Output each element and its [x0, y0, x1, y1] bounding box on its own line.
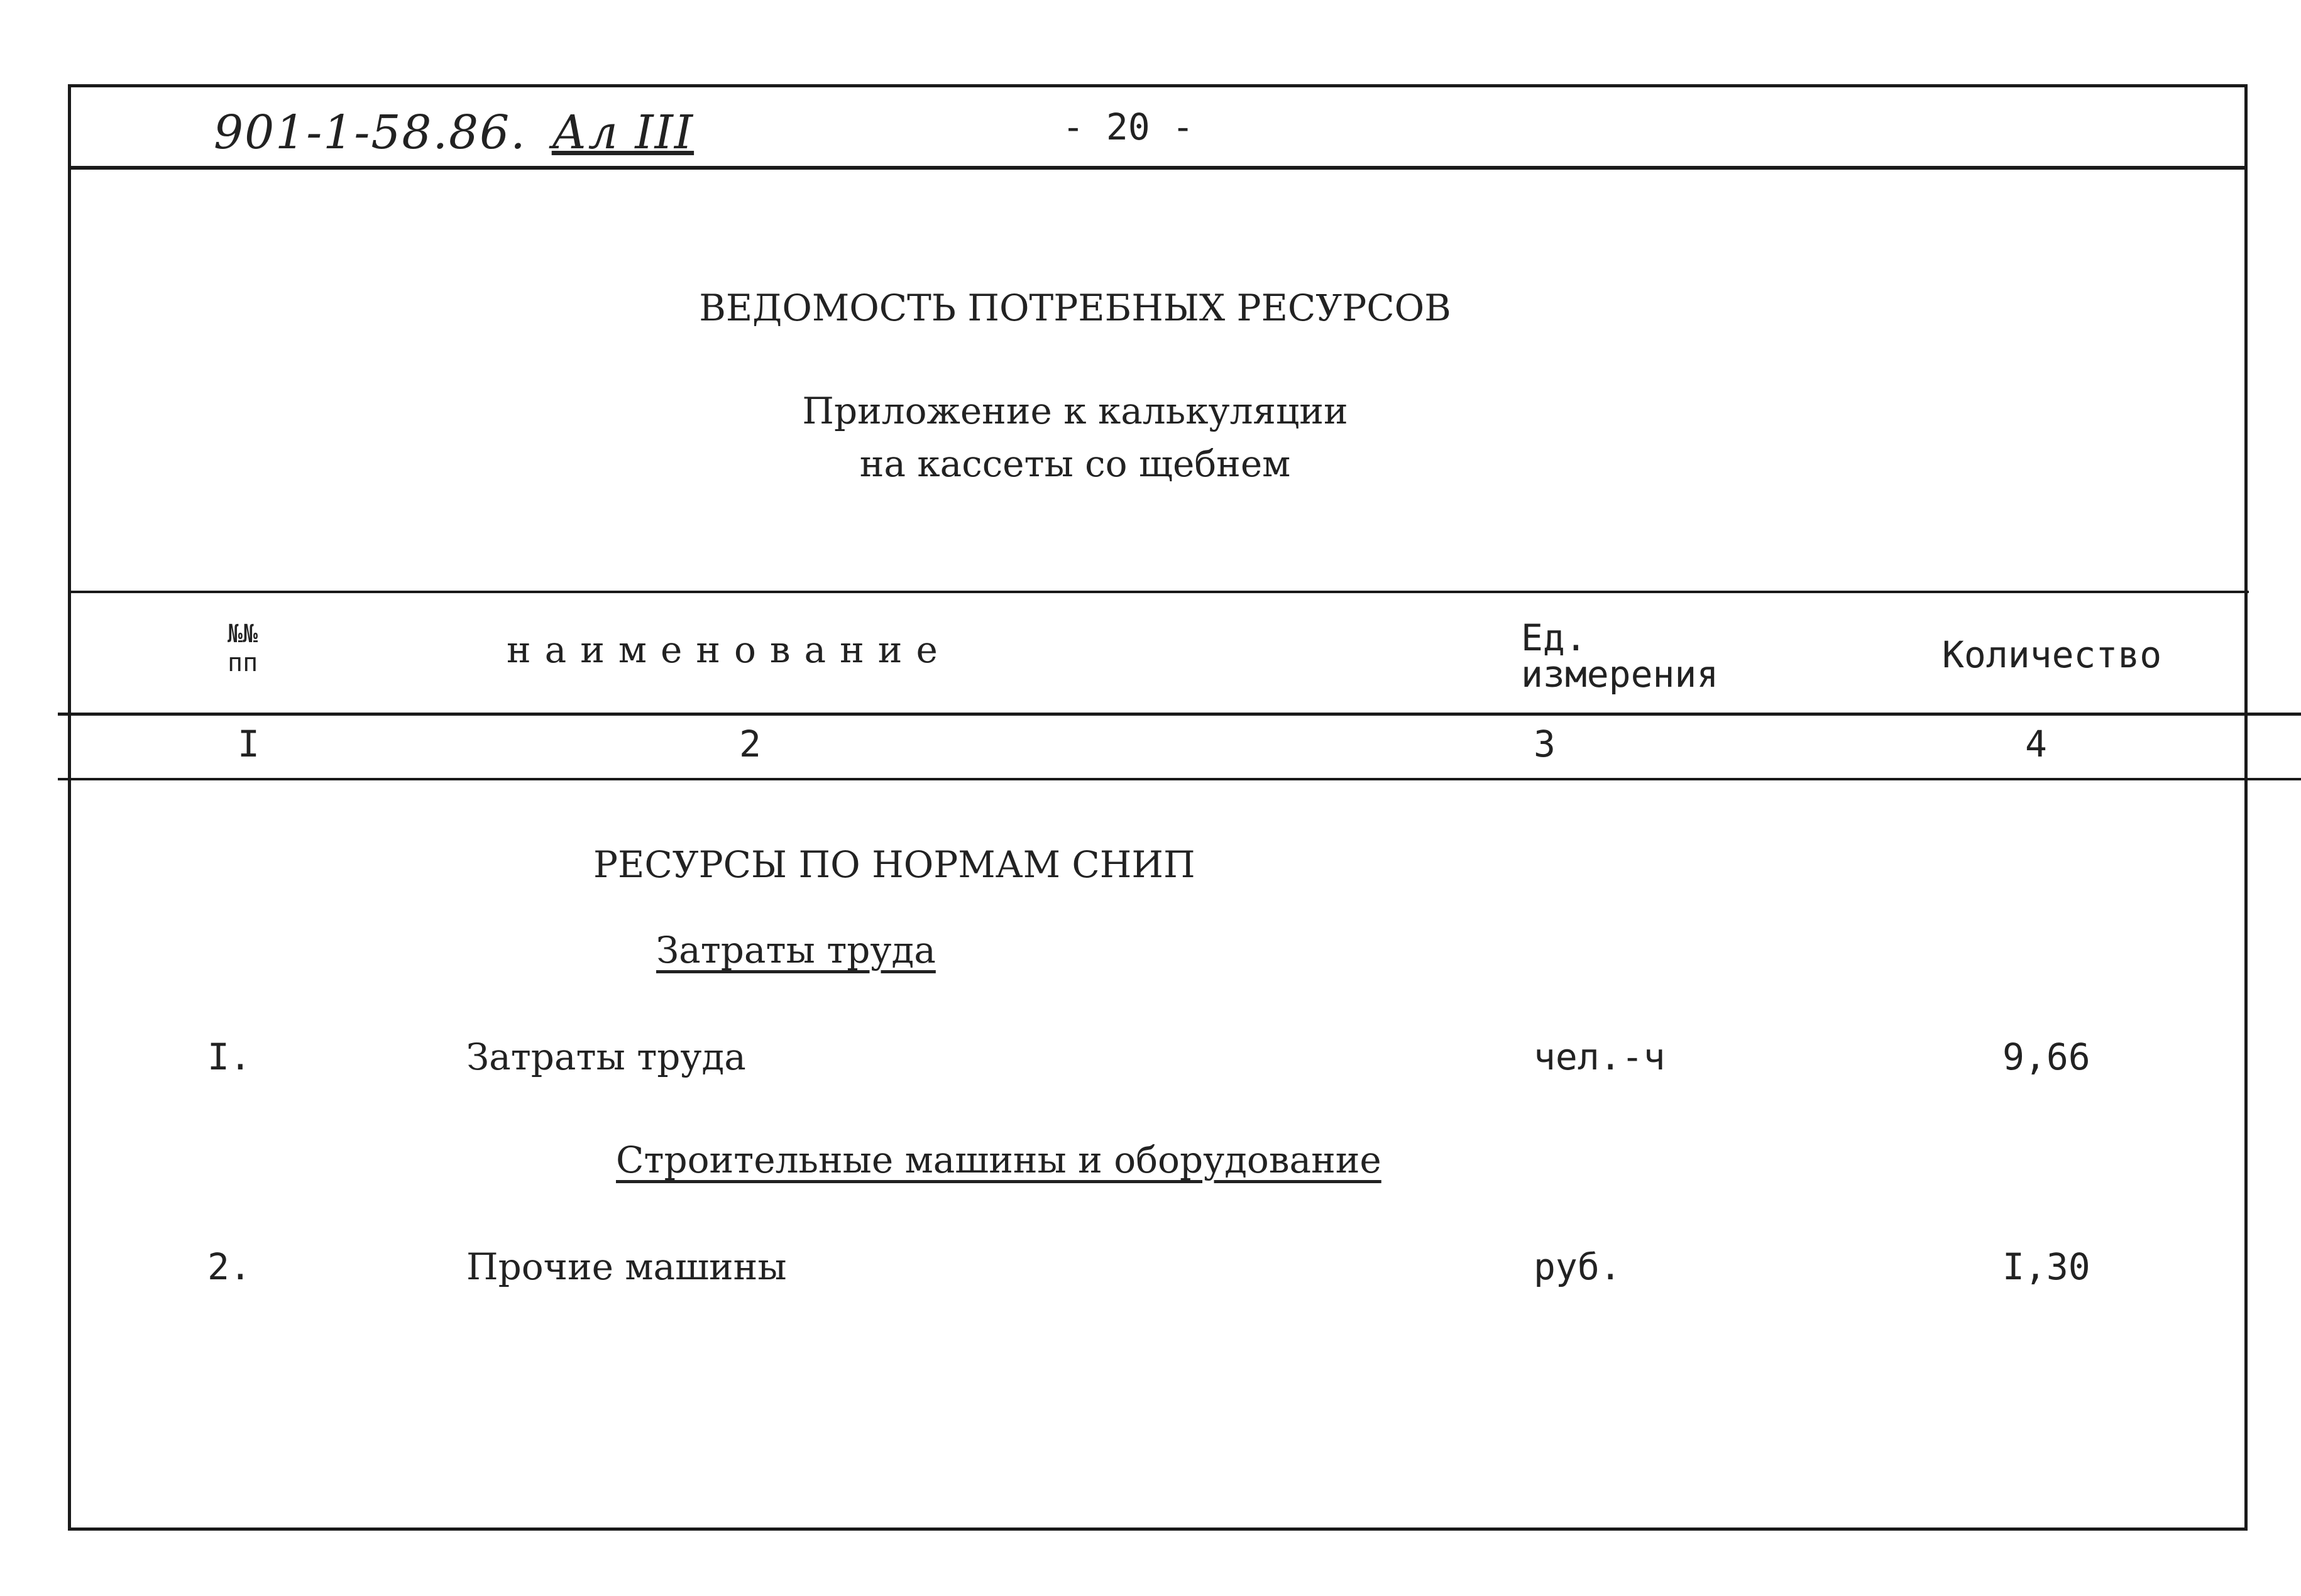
section-heading-snip: РЕСУРСЫ ПО НОРМАМ СНИП [593, 843, 1195, 886]
row-2-number: 2. [207, 1245, 251, 1288]
document-subtitle-line-2: на кассеты со щебнем [859, 442, 1291, 485]
column-index-2: 2 [739, 723, 761, 765]
row-1-name: Затраты труда [466, 1036, 746, 1078]
sheet-mark: Ал III [551, 106, 695, 160]
row-2-quantity: I,30 [2002, 1245, 2090, 1288]
column-header-unit [1521, 616, 1719, 696]
column-header-unit-line-1: Ед. [1521, 616, 1587, 659]
document-title: ВЕДОМОСТЬ ПОТРЕБНЫХ РЕСУРСОВ [699, 287, 1451, 329]
row-1-quantity: 9,66 [2002, 1036, 2090, 1078]
document-code-text: 901-1-58.86. [214, 106, 527, 160]
table-header-rule [58, 713, 2301, 716]
row-2-name: Прочие машины [466, 1245, 787, 1288]
row-1-unit: чел.-ч [1534, 1036, 1666, 1078]
table-index-rule [58, 778, 2301, 780]
document-subtitle-line-1: Приложение к калькуляции [802, 390, 1348, 432]
row-2-unit: руб. [1534, 1245, 1622, 1288]
column-header-number-line-1: №№ [228, 620, 258, 648]
section-heading-labor: Затраты труда [656, 929, 936, 971]
row-1-number: I. [207, 1036, 251, 1078]
column-index-3: 3 [1534, 723, 1556, 765]
column-header-unit-line-2: измерения [1521, 653, 1719, 696]
column-index-4: 4 [2025, 723, 2047, 765]
column-index-1: I [238, 723, 260, 765]
column-header-number [228, 620, 258, 677]
document-code [214, 106, 694, 160]
page-number: - 20 - [1062, 106, 1194, 148]
column-header-name: наименование [507, 628, 952, 671]
section-heading-machines: Строительные машины и оборудование [616, 1139, 1381, 1181]
column-header-quantity: Количество [1942, 633, 2162, 676]
table-top-rule [68, 591, 2249, 593]
column-header-number-line-2: пп [228, 648, 258, 677]
